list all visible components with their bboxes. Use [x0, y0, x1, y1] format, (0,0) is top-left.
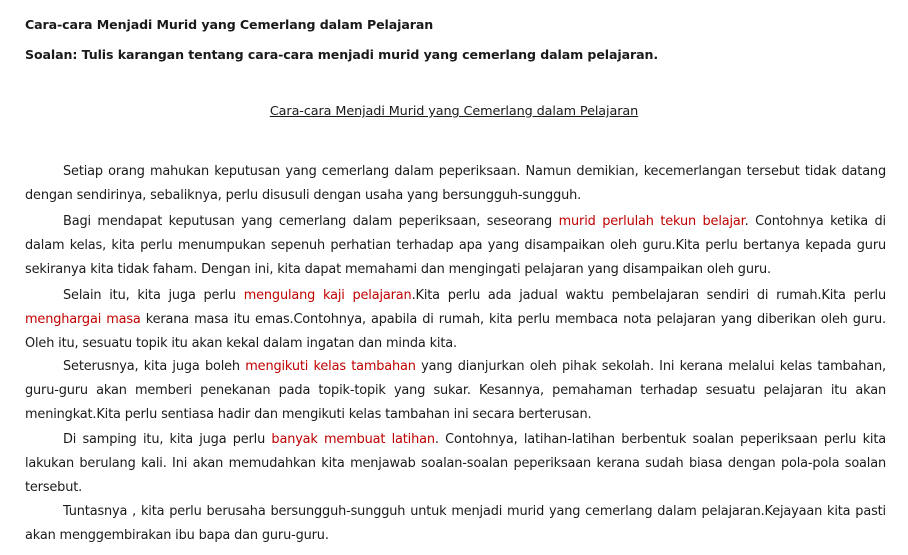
paragraph-point-3	[25, 355, 886, 427]
paragraph-text: kerana masa itu emas.Contohnya, apabila di rumah, kita perlu membaca nota pelajaran yang diberikan oleh guru. Oleh itu, sesuatu topik itu akan kekal dalam ingatan dan minda kita.	[25, 312, 886, 351]
paragraph-text: yang dianjurkan oleh pihak sekolah. Ini kerana melalui kelas tambahan, guru-guru akan memberi penekanan pada topik-topik yang sukar. Kesannya, pemahaman terhadap sesuatu pelajaran itu akan meningkat.Kita perlu sentiasa hadir dan mengikuti kelas tambahan ini secara berterusan.	[25, 359, 886, 422]
key-point-highlight: mengulang kaji pelajaran	[243, 288, 412, 303]
essay-title: Cara-cara Menjadi Murid yang Cemerlang dalam Pelajaran	[269, 104, 639, 119]
essay-question: Soalan: Tulis karangan tentang cara-cara menjadi murid yang cemerlang dalam pelajaran.	[25, 47, 659, 62]
document-topic: Cara-cara Menjadi Murid yang Cemerlang dalam Pelajaran	[25, 17, 434, 32]
paragraph-text: Setiap orang mahukan keputusan yang cemerlang dalam peperiksaan. Namun demikian, kecemerlangan tersebut tidak datang dengan sendirinya, sebaliknya, perlu disusuli dengan usaha yang bersungguh-sungguh.	[25, 164, 886, 203]
paragraph-text: Tuntasnya , kita perlu berusaha bersungguh-sungguh untuk menjadi murid yang cemerlang dalam pelajaran.Kejayaan kita pasti akan menggembirakan ibu bapa dan guru-guru.	[25, 504, 886, 543]
paragraph-text: Selain itu, kita juga perlu	[63, 288, 244, 303]
paragraph-point-4	[25, 428, 886, 500]
paragraph-text: .Kita perlu ada jadual waktu pembelajaran sendiri di rumah.Kita perlu	[411, 288, 886, 303]
key-point-highlight: banyak membuat latihan	[271, 432, 435, 447]
paragraph-text: . Contohnya, latihan-latihan berbentuk soalan peperiksaan perlu kita lakukan berulang kali. Ini akan memudahkan kita menjawab soalan-soalan peperiksaan kerana sudah biasa dengan pola-pola soalan tersebut.	[25, 432, 886, 495]
key-point-highlight: mengikuti kelas tambahan	[245, 359, 416, 374]
paragraph-point-2	[25, 284, 886, 356]
key-point-highlight: menghargai masa	[25, 312, 141, 327]
paragraph-point-1	[25, 210, 886, 282]
paragraph-text: Bagi mendapat keputusan yang cemerlang dalam peperiksaan, seseorang	[63, 214, 559, 229]
paragraph-intro	[25, 160, 886, 208]
paragraph-text: . Contohnya ketika di dalam kelas, kita perlu menumpukan sepenuh perhatian terhadap apa yang disampaikan oleh guru.Kita perlu bertanya kepada guru sekiranya kita tidak faham. Dengan ini, kita dapat memahami dan mengingati pelajaran yang disampaikan oleh guru.	[25, 214, 886, 277]
paragraph-text: Seterusnya, kita juga boleh	[63, 359, 246, 374]
key-point-highlight: murid perlulah tekun belajar	[558, 214, 745, 229]
paragraph-text: Di samping itu, kita juga perlu	[63, 432, 272, 447]
paragraph-conclusion	[25, 500, 886, 548]
